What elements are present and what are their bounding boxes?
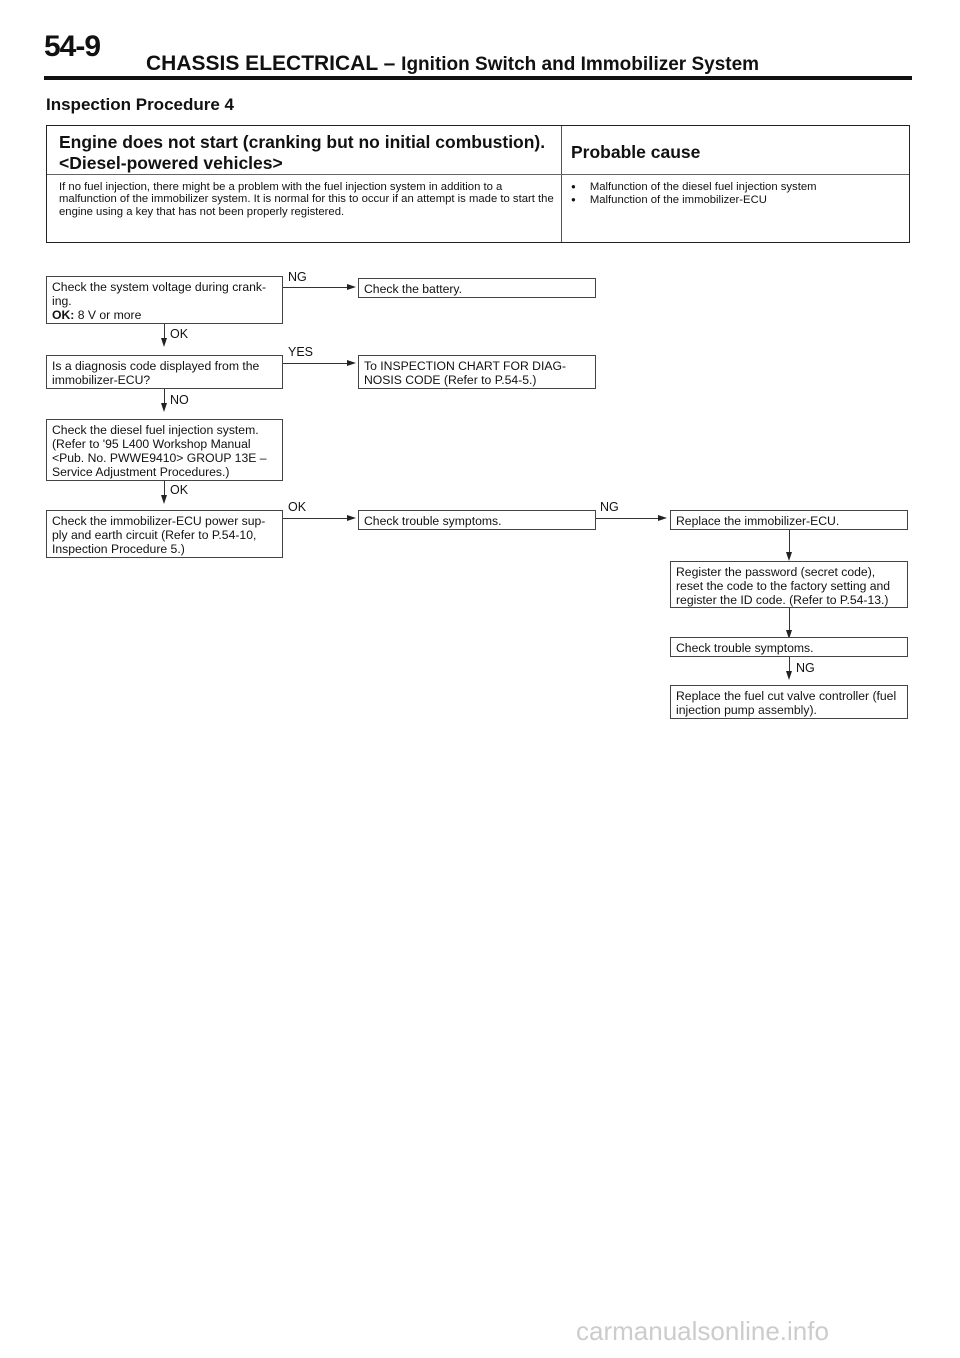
watermark: carmanualsonline.info xyxy=(576,1316,829,1346)
cause-item: ● Malfunction of the diesel fuel injection system xyxy=(571,181,817,194)
section-title: Inspection Procedure 4 xyxy=(46,95,234,114)
connector-line xyxy=(596,518,658,519)
header-rule xyxy=(44,76,912,80)
branch-label-ng: NG xyxy=(288,270,307,284)
step-diagnosis-code-displayed: Is a diagnosis code displayed from the immobilizer-ECU? xyxy=(46,355,283,389)
connector-line xyxy=(789,530,790,552)
table-column-divider xyxy=(561,126,562,242)
connector-line xyxy=(164,389,165,403)
symptom-description: If no fuel injection, there might be a problem with the fuel injection system in addition to a malfunction of the immobilizer system. It is normal for this to occur if an attempt is made to start the engine using a key that has not been properly registered. xyxy=(59,181,554,218)
symptom-line-1: Engine does not start (cranking but no initial combustion). xyxy=(59,132,546,152)
ok-label: OK: xyxy=(52,308,75,322)
step-diagnosis-chart: To INSPECTION CHART FOR DIAG-NOSIS CODE (Refer to P.54-5.) xyxy=(358,355,596,389)
arrow-right-icon xyxy=(347,360,356,366)
probable-cause-list xyxy=(571,181,817,208)
step-text: Check the system voltage during crank-ing. xyxy=(52,280,267,308)
arrow-right-icon xyxy=(347,284,356,290)
connector-line xyxy=(283,287,347,288)
connector-line xyxy=(789,657,790,671)
arrow-right-icon xyxy=(658,515,667,521)
chapter-subtitle: Ignition Switch and Immobilizer System xyxy=(401,54,760,75)
arrow-down-icon xyxy=(161,338,167,347)
symptom-line-2: <Diesel-powered vehicles> xyxy=(59,153,283,173)
arrow-down-icon xyxy=(161,495,167,504)
branch-label-ok: OK xyxy=(170,327,189,341)
arrow-right-icon xyxy=(347,515,356,521)
ok-criteria xyxy=(52,308,277,322)
symptom-cause-table xyxy=(46,125,910,243)
step-register-password: Register the password (secret code), reset the code to the factory setting and register the ID code. (Refer to P.54-13.) xyxy=(670,561,908,608)
step-check-fuel-injection: Check the diesel fuel injection system. (Refer to '95 L400 Workshop Manual <Pub. No. PWWE9410> GROUP 13E – Service Adjustment Procedures.) xyxy=(46,419,283,481)
arrow-down-icon xyxy=(786,552,792,561)
branch-label-ok: OK xyxy=(288,500,307,514)
probable-cause-header: Probable cause xyxy=(571,142,701,162)
branch-label-ok: OK xyxy=(170,483,189,497)
page-title xyxy=(146,52,759,76)
step-replace-fuel-cut-valve: Replace the fuel cut valve controller (fuel injection pump assembly). xyxy=(670,685,908,719)
step-replace-immobilizer-ecu: Replace the immobilizer-ECU. xyxy=(670,510,908,530)
connector-line xyxy=(164,324,165,338)
connector-line xyxy=(789,608,790,630)
ok-value: 8 V or more xyxy=(74,308,142,322)
step-check-ecu-power: Check the immobilizer-ECU power sup-ply and earth circuit (Refer to P.54-10, Inspection Procedure 5.) xyxy=(46,510,283,558)
branch-label-yes: YES xyxy=(288,345,314,359)
arrow-down-icon xyxy=(786,671,792,680)
page-number: 54-9 xyxy=(44,30,101,63)
arrow-down-icon xyxy=(161,403,167,412)
branch-label-ng: NG xyxy=(796,661,815,675)
connector-line xyxy=(283,518,347,519)
symptom-title xyxy=(59,132,545,174)
connector-line xyxy=(164,481,165,495)
table-row-divider xyxy=(47,174,909,175)
branch-label-ng: NG xyxy=(600,500,619,514)
step-check-battery: Check the battery. xyxy=(358,278,596,298)
step-check-trouble-symptoms-2: Check trouble symptoms. xyxy=(670,637,908,657)
chapter-title: CHASSIS ELECTRICAL xyxy=(146,52,378,75)
cause-item: ● Malfunction of the immobilizer-ECU xyxy=(571,194,817,207)
step-check-system-voltage xyxy=(46,276,283,324)
connector-line xyxy=(283,363,347,364)
title-dash: – xyxy=(377,52,402,75)
branch-label-no: NO xyxy=(170,393,189,407)
step-check-trouble-symptoms: Check trouble symptoms. xyxy=(358,510,596,530)
